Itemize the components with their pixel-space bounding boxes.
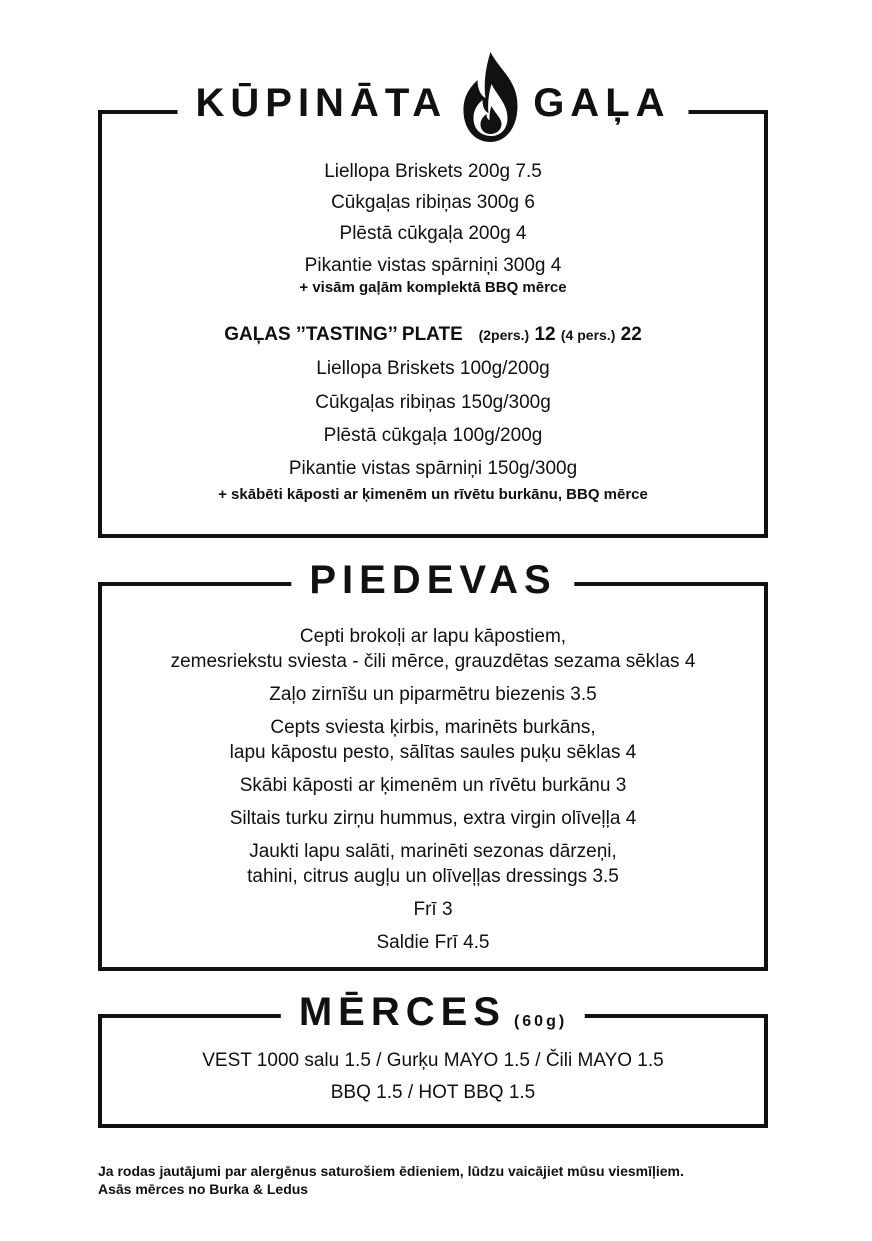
- side-item-line: Cepti brokoļi ar lapu kāpostiem,: [299, 626, 567, 647]
- side-item: [102, 930, 764, 955]
- side-item-line: Skābi kāposti ar ķimenēm un rīvētu burkānu 3: [239, 775, 627, 796]
- tasting-2pers-price: 12: [534, 324, 556, 345]
- side-item-line: zemesriekstu sviesta - čili mērce, grauzdētas sezama sēklas 4: [170, 651, 696, 672]
- side-item: [102, 839, 764, 889]
- tasting-4pers-price: 22: [620, 324, 642, 345]
- sauce-credit: Asās mērces no Burka & Ledus: [98, 1181, 309, 1197]
- side-item: [102, 624, 764, 674]
- sides-title: PIEDEVAS: [291, 550, 574, 610]
- tasting-plate-title: GAĻAS ’’TASTING’’ PLATE: [224, 324, 463, 345]
- menu-item: Liellopa Briskets 200g 7.5: [324, 161, 542, 182]
- sauces-title-text: MĒRCES: [298, 990, 506, 1034]
- title-left: KŪPINĀTA: [195, 81, 448, 125]
- side-item: [102, 897, 764, 922]
- menu-item: Cūkgaļas ribiņas 300g 6: [331, 192, 535, 213]
- menu-item: Plēstā cūkgaļa 200g 4: [339, 223, 527, 244]
- side-item-line: Jaukti lapu salāti, marinēti sezonas dārzeņi,: [249, 841, 617, 862]
- title-right: GAĻA: [533, 81, 671, 125]
- footer-note: [98, 1162, 684, 1198]
- tasting-note: + skābēti kāposti ar ķimenēm un rīvētu burkānu, BBQ mērce: [218, 486, 648, 503]
- side-item-line: lapu kāpostu pesto, sālītas saules puķu sēklas 4: [229, 742, 637, 763]
- side-item-line: Zaļo zirnīšu un piparmētru biezenis 3.5: [269, 684, 597, 705]
- sauces-subtitle: (60g): [513, 1013, 568, 1030]
- sauce-line: BBQ 1.5 / HOT BBQ 1.5: [330, 1082, 536, 1103]
- side-item-line: Siltais turku zirņu hummus, extra virgin olīveļļa 4: [229, 808, 637, 829]
- tasting-plate-heading: [102, 322, 764, 348]
- side-item-line: Cepts sviesta ķirbis, marinēts burkāns,: [270, 717, 596, 738]
- sauces-title: [281, 982, 585, 1042]
- tasting-item: Pikantie vistas spārniņi 150g/300g: [288, 458, 578, 479]
- side-item: [102, 682, 764, 707]
- side-item-line: Saldie Frī 4.5: [376, 932, 490, 953]
- sauce-line: VEST 1000 salu 1.5 / Gurķu MAYO 1.5 / Čili MAYO 1.5: [202, 1050, 664, 1071]
- tasting-item: Plēstā cūkgaļa 100g/200g: [323, 425, 543, 446]
- side-item: [102, 806, 764, 831]
- menu-item: Pikantie vistas spārniņi 300g 4: [304, 255, 562, 276]
- side-item: [102, 773, 764, 798]
- smoked-meat-title: [177, 56, 688, 150]
- side-item-line: tahini, citrus augļu un olīveļļas dressings 3.5: [247, 866, 619, 887]
- tasting-item: Cūkgaļas ribiņas 150g/300g: [315, 392, 551, 413]
- meat-note: + visām gaļām komplektā BBQ mērce: [299, 279, 567, 296]
- side-item-line: Frī 3: [413, 899, 453, 920]
- tasting-2pers-label: (2pers.): [478, 327, 530, 343]
- sauces-section: [98, 990, 768, 1128]
- smoked-meat-section: [98, 81, 768, 538]
- flame-icon: [455, 50, 525, 144]
- tasting-4pers-label: (4 pers.): [560, 327, 616, 343]
- sides-section: [98, 558, 768, 971]
- tasting-item: Liellopa Briskets 100g/200g: [316, 358, 550, 379]
- allergen-note: Ja rodas jautājumi par alergēnus saturošiem ēdieniem, lūdzu vaicājiet mūsu viesmīļiem.: [98, 1163, 684, 1179]
- side-item: [102, 715, 764, 765]
